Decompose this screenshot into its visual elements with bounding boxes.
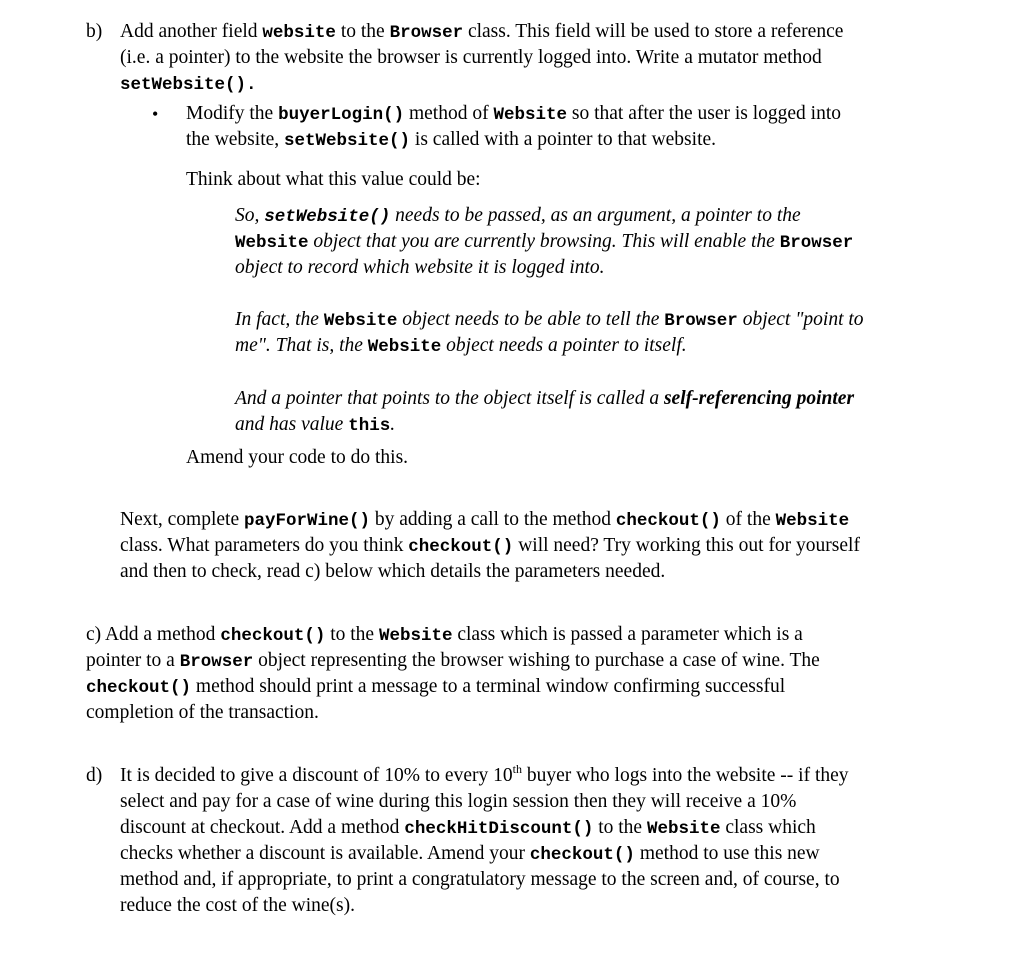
- code-website: Website: [367, 337, 442, 357]
- part-d-line-3: [120, 815, 849, 841]
- bullet-icon: •: [152, 104, 159, 124]
- next-line-2: [120, 533, 860, 559]
- text: to the: [335, 21, 390, 42]
- bullet-line-1: [186, 101, 841, 127]
- code-website: Website: [235, 233, 309, 253]
- part-b-line-3: [120, 71, 843, 97]
- text: checks whether a discount is available. Amend your: [120, 843, 530, 864]
- part-d-line-5: method and, if appropriate, to print a congratulatory message to the screen and, of course, to: [120, 869, 840, 890]
- text: class. What parameters do you think: [120, 535, 409, 556]
- text: to the: [325, 624, 379, 645]
- code-checkout: checkout(): [529, 845, 635, 865]
- part-d-line-1: [120, 763, 849, 789]
- text: .: [390, 414, 396, 435]
- bullet-line-2: [186, 127, 841, 153]
- text: c) Add a method: [86, 624, 221, 645]
- text: Add another field: [120, 21, 263, 42]
- code-buyerlogin: buyerLogin(): [278, 105, 405, 125]
- part-b-line-1: [120, 19, 843, 45]
- explanation-line-7: [235, 412, 854, 438]
- part-c-line-4: completion of the transaction.: [86, 702, 319, 723]
- explanation-line-4: [235, 307, 864, 333]
- code-browser: Browser: [389, 23, 464, 43]
- part-d-text: [120, 763, 849, 919]
- part-b-label: b): [86, 21, 103, 42]
- text: object "point to: [737, 309, 864, 330]
- text: the website,: [186, 129, 285, 150]
- text: method to use this new: [634, 843, 820, 864]
- text: and has value: [235, 414, 349, 435]
- text: So,: [235, 205, 265, 226]
- code-setwebsite: setWebsite(): [264, 207, 391, 227]
- text: me". That is, the: [235, 335, 368, 356]
- part-d-line-4: [120, 841, 849, 867]
- code-browser: Browser: [179, 652, 254, 672]
- text: of the: [720, 509, 776, 530]
- code-checkout: checkout(): [86, 678, 192, 698]
- part-d-line-6: reduce the cost of the wine(s).: [120, 895, 355, 916]
- part-c-line-3: [86, 674, 820, 700]
- text: object representing the browser wishing to purchase a case of wine. The: [253, 650, 820, 671]
- text: Modify the: [186, 103, 279, 124]
- bullet-text: [186, 101, 841, 153]
- code-checkout: checkout(): [615, 511, 721, 531]
- explanation-para-1: [235, 203, 853, 281]
- code-website: Website: [323, 311, 398, 331]
- text: pointer to a: [86, 650, 180, 671]
- text: object needs a pointer to itself.: [441, 335, 687, 356]
- explanation-para-2: [235, 307, 864, 359]
- text: class. This field will be used to store a reference: [463, 21, 844, 42]
- code-browser: Browser: [779, 233, 854, 253]
- code-checkout: checkout(): [408, 537, 514, 557]
- explanation-line-3: object to record which website it is logged into.: [235, 257, 605, 278]
- next-paragraph: [120, 507, 860, 585]
- code-this: this: [348, 416, 391, 436]
- code-checkhitdiscount: checkHitDiscount(): [404, 819, 594, 839]
- code-checkout: checkout(): [220, 626, 326, 646]
- text: method of: [404, 103, 494, 124]
- code-website: Website: [646, 819, 721, 839]
- text: Next, complete: [120, 509, 244, 530]
- part-d-marker: [86, 763, 102, 789]
- part-c-line-1: [86, 622, 820, 648]
- explanation-para-3: [235, 386, 854, 438]
- text: class which: [720, 817, 816, 838]
- next-line-3: and then to check, read c) below which details the parameters needed.: [120, 561, 666, 582]
- text: needs to be passed, as an argument, a pointer to the: [390, 205, 801, 226]
- code-setwebsite: setWebsite(): [284, 131, 411, 151]
- explanation-line-5: [235, 333, 864, 359]
- superscript-th: th: [512, 761, 522, 776]
- part-c-text: [86, 622, 820, 726]
- text: class which is passed a parameter which is a: [452, 624, 803, 645]
- text: buyer who logs into the website -- if they: [521, 765, 849, 786]
- explanation-line-6: [235, 386, 854, 412]
- text: to the: [593, 817, 647, 838]
- code-payforwine: payForWine(): [244, 511, 371, 531]
- text: It is decided to give a discount of 10% to every 10: [120, 765, 513, 786]
- amend-text: Amend your code to do this.: [186, 447, 409, 468]
- part-b-text: [120, 19, 843, 97]
- part-b-line-2: (i.e. a pointer) to the website the browser is currently logged into. Write a mutator method: [120, 47, 822, 68]
- code-website: Website: [775, 511, 850, 531]
- part-d-line-2: select and pay for a case of wine during this login session then they will receive a 10%: [120, 791, 797, 812]
- text: by adding a call to the method: [370, 509, 616, 530]
- think-text: Think about what this value could be:: [186, 169, 481, 190]
- text: is called with a pointer to that website.: [410, 129, 717, 150]
- text: discount at checkout. Add a method: [120, 817, 405, 838]
- text: will need? Try working this out for yourself: [513, 535, 860, 556]
- code-website: Website: [493, 105, 567, 125]
- part-b-marker: [86, 19, 102, 45]
- explanation-line-2: [235, 229, 853, 255]
- text: method should print a message to a terminal window confirming successful: [191, 676, 786, 697]
- next-line-1: [120, 507, 860, 533]
- text: In fact, the: [235, 309, 324, 330]
- explanation-line-1: [235, 203, 853, 229]
- code-setwebsite: setWebsite().: [120, 75, 257, 95]
- code-website: Website: [378, 626, 453, 646]
- part-c-line-2: [86, 648, 820, 674]
- text: object needs to be able to tell the: [397, 309, 665, 330]
- code-website: website: [262, 23, 336, 43]
- text: And a pointer that points to the object itself is called a: [235, 388, 664, 409]
- term-self-referencing-pointer: self-referencing pointer: [663, 388, 855, 409]
- code-browser: Browser: [664, 311, 738, 331]
- part-d-label: d): [86, 765, 103, 786]
- text: so that after the user is logged into: [566, 103, 842, 124]
- text: object that you are currently browsing. This will enable the: [308, 231, 780, 252]
